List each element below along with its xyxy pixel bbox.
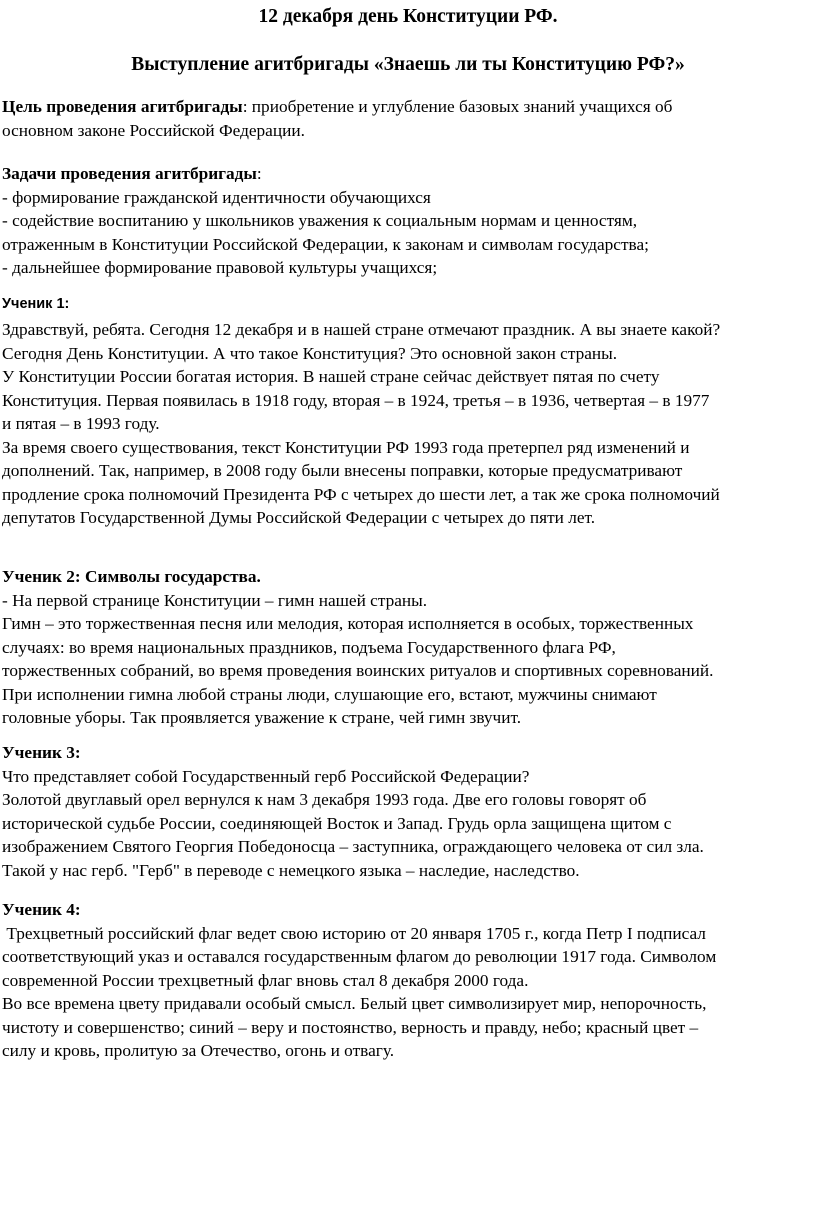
student4-line: соответствующий указ и оставался государственным флагом до революции 1917 года. Символом: [2, 947, 717, 966]
student4-label: Ученик 4:: [2, 900, 81, 919]
student3-line: Золотой двуглавый орел вернулся к нам 3 декабря 1993 года. Две его головы говорят об: [2, 790, 647, 809]
tasks-line: - формирование гражданской идентичности обучающихся: [2, 187, 431, 207]
student1-section: [2, 293, 814, 317]
document-title: 12 декабря день Конституции РФ.: [258, 6, 558, 27]
student1-label: Ученик 1:: [2, 296, 70, 312]
student2-line: торжественных собраний, во время проведения воинских ритуалов и спортивных соревнований.: [2, 661, 714, 680]
student2-section: [2, 565, 814, 730]
student4-line: чистоту и совершенство; синий – веру и постоянство, верность и правду, небо; красный цвет –: [2, 1017, 699, 1037]
student1-line: У Конституции России богатая история. В нашей стране сейчас действует пятая по счету: [2, 367, 660, 386]
goal-line: [2, 95, 814, 119]
student4-line: Трехцветный российский флаг ведет свою историю от 20 января 1705 г., когда Петр I подписал: [2, 923, 706, 943]
tasks-line: - дальнейшее формирование правовой культуры учащихся;: [2, 258, 438, 277]
student2-line: При исполнении гимна любой страны люди, слушающие его, встают, мужчины снимают: [2, 684, 657, 704]
tasks-label: Задачи проведения агитбригады: [2, 164, 257, 183]
student1-line: депутатов Государственной Думы Российской Федерации с четырех до пяти лет.: [2, 508, 596, 527]
student3-section: [2, 741, 814, 882]
student1-text: [2, 318, 814, 530]
student2-label: Ученик 2: Символы государства.: [2, 567, 261, 586]
tasks-colon: :: [256, 164, 262, 183]
student1-line: Конституция. Первая появилась в 1918 году, вторая – в 1924, третья – в 1936, четвертая – в 1977: [2, 390, 710, 410]
tasks-line: - содействие воспитанию у школьников уважения к социальным нормам и ценностям,: [2, 211, 638, 230]
document-subtitle: Выступление агитбригады «Знаешь ли ты Конституцию РФ?»: [131, 54, 685, 75]
goal-text: : приобретение и углубление базовых знаний учащихся об: [242, 97, 673, 116]
student1-line: За время своего существования, текст Конституции РФ 1993 года претерпел ряд изменений и: [2, 437, 690, 457]
goal-section: [2, 95, 814, 142]
student2-line: головные уборы. Так проявляется уважение к стране, чей гимн звучит.: [2, 708, 522, 727]
tasks-heading: [2, 162, 814, 186]
tasks-section: [2, 162, 814, 280]
student3-line: Такой у нас герб. "Герб" в переводе с немецкого языка – наследие, наследство.: [2, 860, 580, 880]
student4-line: силу и кровь, пролитую за Отечество, огонь и отвагу.: [2, 1041, 395, 1060]
tasks-line: отраженным в Конституции Российской Федерации, к законам и символам государства;: [2, 234, 649, 254]
student3-line: исторической судьбе России, соединяющей Восток и Запад. Грудь орла защищена щитом с: [2, 813, 672, 833]
student4-line: Во все времена цвету придавали особый смысл. Белый цвет символизирует мир, непорочность,: [2, 994, 707, 1013]
student4-line: современной России трехцветный флаг вновь стал 8 декабря 2000 года.: [2, 970, 529, 990]
student1-line: Сегодня День Конституции. А что такое Конституция? Это основной закон страны.: [2, 343, 618, 363]
student3-line: Что представляет собой Государственный герб Российской Федерации?: [2, 766, 530, 786]
student2-line: случаях: во время национальных праздников, подъема Государственного флага РФ,: [2, 637, 616, 657]
student1-line: продление срока полномочий Президента РФ с четырех до шести лет, а так же срока полномочий: [2, 484, 720, 504]
student1-line: дополнений. Так, например, в 2008 году были внесены поправки, которые предусматривают: [2, 461, 683, 480]
student1-line: Здравствуй, ребята. Сегодня 12 декабря и в нашей стране отмечают праздник. А вы знаете какой?: [2, 320, 721, 339]
goal-label: Цель проведения агитбригады: [2, 97, 243, 116]
student4-section: [2, 898, 814, 1063]
student1-line: и пятая – в 1993 году.: [2, 414, 160, 433]
student2-line: Гимн – это торжественная песня или мелодия, которая исполняется в особых, торжественных: [2, 614, 694, 633]
student2-line: - На первой странице Конституции – гимн нашей страны.: [2, 590, 428, 610]
student3-line: изображением Святого Георгия Победоносца – заступника, ограждающего человека от сил зла.: [2, 837, 704, 856]
student3-label: Ученик 3:: [2, 743, 81, 762]
goal-text-line: основном законе Российской Федерации.: [2, 120, 305, 140]
